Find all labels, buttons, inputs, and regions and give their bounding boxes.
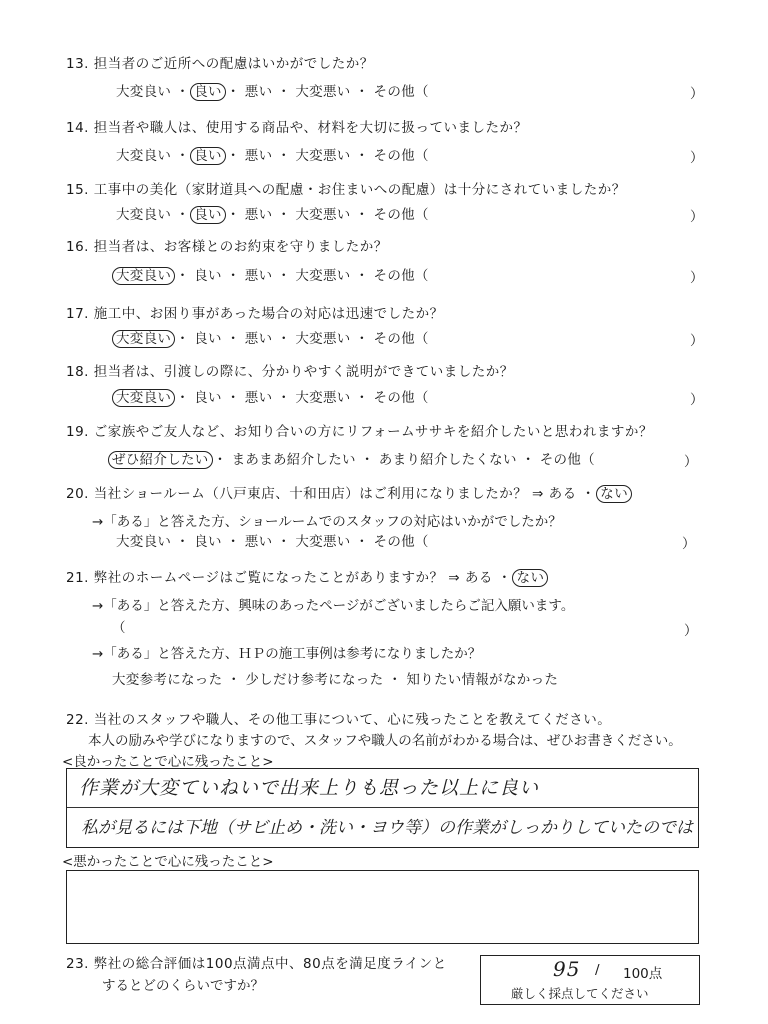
question-text: 17. 施工中、お困り事があった場合の対応は迅速でしたか？ xyxy=(66,306,444,322)
answer-options: 大変良い ・ 良い ・ 悪い ・ 大変悪い ・ その他（ xyxy=(116,207,429,223)
good-comment-box xyxy=(66,768,699,848)
close-paren: ） xyxy=(690,333,704,349)
score-note: 厳しく採点してください xyxy=(511,986,649,1001)
question-text: 22. 当社のスタッフや職人、その他工事について、心に残ったことを教えてください。 xyxy=(66,712,612,728)
score-box xyxy=(480,955,700,1005)
close-paren: ） xyxy=(690,270,704,286)
question-text: 23. 弊社の総合評価は100点満点中、80点を満足度ラインと xyxy=(66,956,447,972)
question-text: 19. ご家族やご友人など、お知り合いの方にリフォームササキを紹介したいと思われますか？ xyxy=(66,424,653,440)
selected-answer: 大変良い xyxy=(112,389,175,407)
close-paren: ） xyxy=(684,623,698,639)
answer-options: 大変良い ・ 良い ・ 悪い ・ 大変悪い ・ その他（ xyxy=(116,84,429,100)
bad-comment-box xyxy=(66,870,699,944)
rule-line xyxy=(67,807,698,808)
sub-question: →「ある」と答えた方、ショールームでのスタッフの対応はいかがでしたか？ xyxy=(92,514,562,530)
bad-label: <悪かったことで心に残ったこと> xyxy=(62,854,274,870)
answer-options: ぜひ紹介したい ・ まあまあ紹介したい ・ あまり紹介したくない ・ その他（ xyxy=(112,448,595,468)
selected-answer: ない xyxy=(512,569,548,587)
question-text: 14. 担当者や職人は、使用する商品や、材料を大切に扱っていましたか？ xyxy=(66,120,528,136)
selected-answer: ない xyxy=(596,485,632,503)
selected-answer: ぜひ紹介したい xyxy=(108,451,213,469)
answer-options: 大変参考になった ・ 少しだけ参考になった ・ 知りたい情報がなかった xyxy=(112,672,559,688)
score-max: 100点 xyxy=(623,966,663,982)
selected-answer: 良い xyxy=(190,147,226,165)
selected-answer: 大変良い xyxy=(112,330,175,348)
question-text-2: するとどのくらいですか？ xyxy=(102,978,264,994)
question-text: 16. 担当者は、お客様とのお約束を守りましたか？ xyxy=(66,239,388,255)
question-text: 15. 工事中の美化（家財道具への配慮・お住まいへの配慮）は十分にされていましたか？ xyxy=(66,182,626,198)
selected-answer: 良い xyxy=(190,206,226,224)
question-text-2: 本人の励みや学びになりますので、スタッフや職人の名前がわかる場合は、ぜひお書きください。 xyxy=(88,733,682,749)
question-text: 18. 担当者は、引渡しの際に、分かりやすく説明ができていましたか？ xyxy=(66,364,514,380)
close-paren: ） xyxy=(690,86,704,102)
answer-options: 大変良い ・ 良い ・ 悪い ・ 大変悪い ・ その他（ xyxy=(116,386,429,406)
close-paren: ） xyxy=(690,150,704,166)
question-text: 13. 担当者のご近所への配慮はいかがでしたか？ xyxy=(66,56,374,72)
handwritten-score: 95 xyxy=(553,957,581,981)
handwritten-comment-line-2: 私が見るには下地（サビ止め・洗い・ヨウ等）の作業がしっかりしていたのでは xyxy=(81,818,693,838)
close-paren: ） xyxy=(684,454,698,470)
good-label: <良かったことで心に残ったこと> xyxy=(62,754,274,770)
score-slash: / xyxy=(595,962,600,978)
answer-options: 大変良い ・ 良い ・ 悪い ・ 大変悪い ・ その他（ xyxy=(116,264,429,284)
selected-answer: 良い xyxy=(190,83,226,101)
selected-answer: 大変良い xyxy=(112,267,175,285)
handwritten-comment-line-1: 作業が大変ていねいで出来上りも思った以上に良い xyxy=(79,777,540,799)
sub-question: →「ある」と答えた方、興味のあったページがございましたらご記入願います。 xyxy=(92,598,575,614)
answer-options: 大変良い ・ 良い ・ 悪い ・ 大変悪い ・ その他（ xyxy=(116,148,429,164)
close-paren: ） xyxy=(690,209,704,225)
answer-options: 大変良い ・ 良い ・ 悪い ・ 大変悪い ・ その他（ xyxy=(116,327,429,347)
close-paren: ） xyxy=(682,536,696,552)
sub-question: →「ある」と答えた方、ＨＰの施工事例は参考になりましたか？ xyxy=(92,646,482,662)
question-text: 21. 弊社のホームページはご覧になったことがありますか？ ⇒ ある ・ ない xyxy=(66,566,544,586)
open-paren: （ xyxy=(112,620,126,636)
question-text: 20. 当社ショールーム（八戸東店、十和田店）はご利用になりましたか？ ⇒ ある ・ ない xyxy=(66,482,628,502)
answer-options: 大変良い ・ 良い ・ 悪い ・ 大変悪い ・ その他（ xyxy=(116,534,429,550)
close-paren: ） xyxy=(690,392,704,408)
